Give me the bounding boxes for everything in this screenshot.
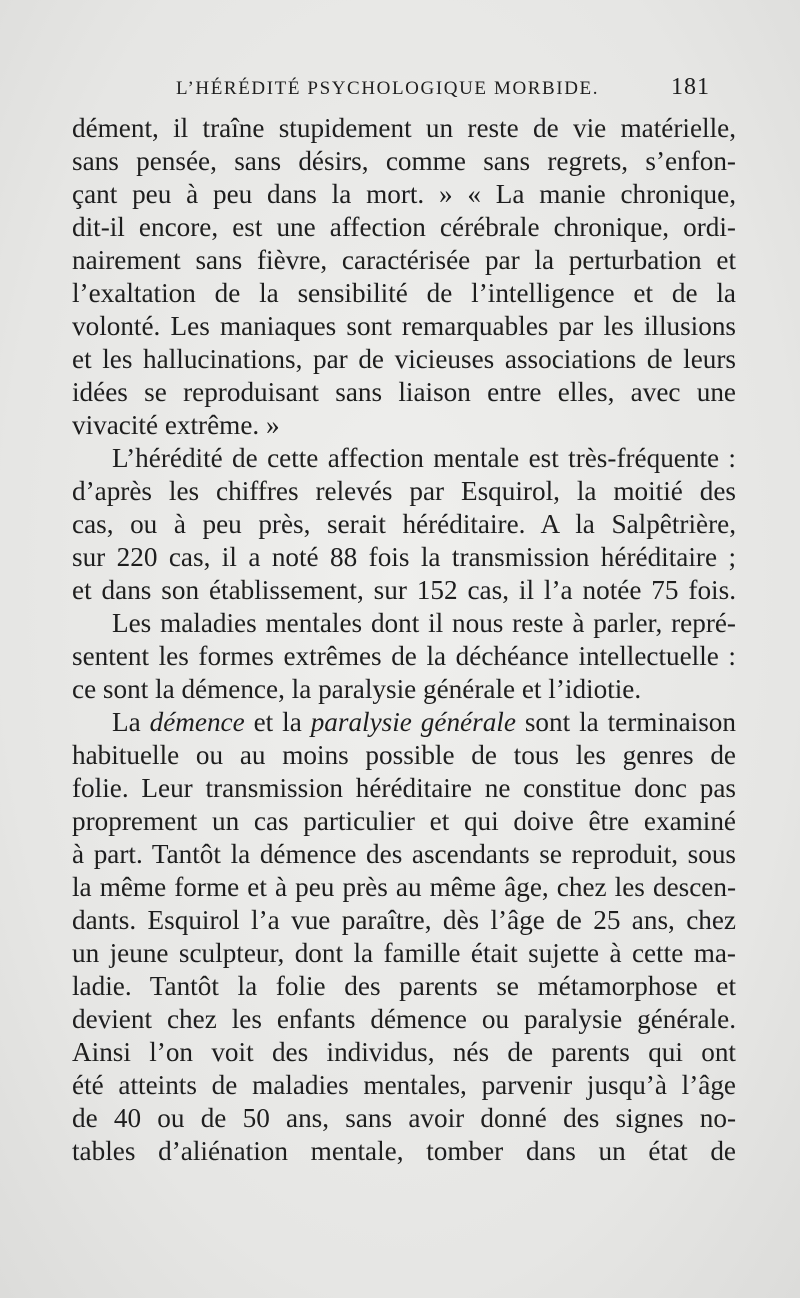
paragraph-start: Les maladies mentales dont il nous reste à parler, repré- xyxy=(112,608,736,638)
running-title: L’HÉRÉDITÉ PSYCHOLOGIQUE MORBIDE. xyxy=(176,78,600,99)
text-line: ladie. Tantôt la folie des parents se métamorphose et xyxy=(72,971,736,1001)
text-line: un jeune sculpteur, dont la famille était sujette à cette ma- xyxy=(72,938,736,968)
text-line: et les hallucinations, par de vicieuses associations de leurs xyxy=(72,344,736,374)
text-line: de 40 ou de 50 ans, sans avoir donné des signes no- xyxy=(72,1103,736,1133)
text-line: dants. Esquirol l’a vue paraître, dès l’âge de 25 ans, chez xyxy=(72,905,736,935)
italic-term-paralysie: paralysie générale xyxy=(310,707,516,737)
text-line: volonté. Les maniaques sont remarquables par les illusions xyxy=(72,311,736,341)
italic-term-demence: démence xyxy=(149,707,245,737)
text-line: et dans son établissement, sur 152 cas, il l’a notée 75 fois. xyxy=(72,575,736,605)
text-line: proprement un cas particulier et qui doive être examiné xyxy=(72,806,736,836)
text-line: nairement sans fièvre, caractérisée par la perturbation et xyxy=(72,245,736,275)
text-line: dément, il traîne stupidement un reste de vie matérielle, xyxy=(72,113,736,143)
text-line: été atteints de maladies mentales, parvenir jusqu’à l’âge xyxy=(72,1070,736,1100)
text-line: à part. Tantôt la démence des ascendants se reproduit, sous xyxy=(72,839,736,869)
text-line: devient chez les enfants démence ou paralysie générale. xyxy=(72,1004,736,1034)
text-line: l’exaltation de la sensibilité de l’intelligence et de la xyxy=(72,278,736,308)
text-line: habituelle ou au moins possible de tous les genres de xyxy=(72,740,736,770)
text-line: çant peu à peu dans la mort. » « La manie chronique, xyxy=(72,179,736,209)
text-line: folie. Leur transmission héréditaire ne constitue donc pas xyxy=(72,773,736,803)
text-line: ce sont la démence, la paralysie générale et l’idiotie. xyxy=(72,674,642,704)
text-line: dit-il encore, est une affection cérébrale chronique, ordi- xyxy=(72,212,736,242)
text-line: sur 220 cas, il a noté 88 fois la transmission héréditaire ; xyxy=(72,542,736,572)
text-line: idées se reproduisant sans liaison entre elles, avec une xyxy=(72,377,736,407)
text-line: d’après les chiffres relevés par Esquirol, la moitié des xyxy=(72,476,736,506)
page-number: 181 xyxy=(671,74,710,100)
paragraph-start: L’hérédité de cette affection mentale est très-fréquente : xyxy=(112,443,736,473)
text-run: La xyxy=(112,707,150,737)
paragraph-start xyxy=(72,706,736,739)
text-run: et la xyxy=(244,707,311,737)
text-line: tables d’aliénation mentale, tomber dans un état de xyxy=(72,1136,736,1166)
text-run: sont la terminaison xyxy=(515,707,736,737)
text-line: sentent les formes extrêmes de la déchéance intellectuelle : xyxy=(72,641,736,671)
text-line: sans pensée, sans désirs, comme sans regrets, s’enfon- xyxy=(72,146,736,176)
text-line: vivacité extrême. » xyxy=(72,410,280,440)
text-line: la même forme et à peu près au même âge, chez les descen- xyxy=(72,872,736,902)
running-header xyxy=(176,74,710,106)
body-text xyxy=(72,112,736,1168)
text-line: Ainsi l’on voit des individus, nés de parents qui ont xyxy=(72,1037,736,1067)
text-line: cas, ou à peu près, serait héréditaire. A la Salpêtrière, xyxy=(72,509,736,539)
